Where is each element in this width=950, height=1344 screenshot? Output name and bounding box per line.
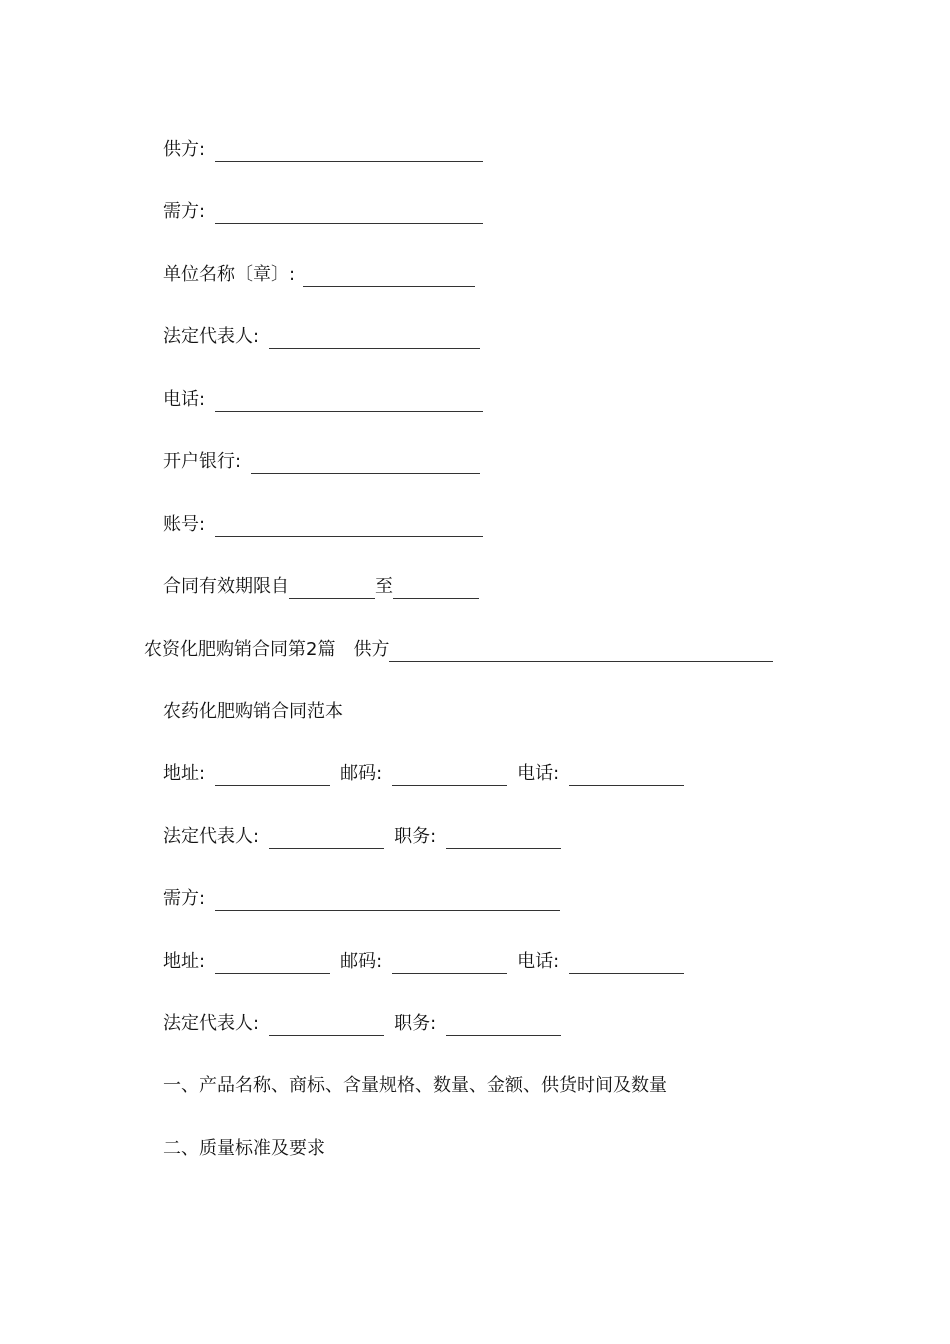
validity-end-blank[interactable] <box>393 579 479 599</box>
supplier2-blank[interactable] <box>389 642 773 662</box>
unit-name-blank[interactable] <box>303 267 475 287</box>
supplier-postcode-blank[interactable] <box>392 766 507 786</box>
buyer-blank[interactable] <box>215 204 483 224</box>
buyer-legal-rep-blank[interactable] <box>269 1016 384 1036</box>
clause2-text: 二、质量标准及要求 <box>163 1138 325 1159</box>
legal-rep2-label: 法定代表人: <box>163 826 260 847</box>
subtitle-line <box>163 700 343 724</box>
supplier-address-line <box>163 762 684 786</box>
contract-heading-line <box>144 638 773 662</box>
address2-label: 地址: <box>163 951 206 972</box>
supplier-position-blank[interactable] <box>446 829 561 849</box>
validity-to: 至 <box>375 576 393 597</box>
legal-rep-blank[interactable] <box>269 329 480 349</box>
supplier-label: 供方: <box>163 139 206 160</box>
supplier-legal-rep-line <box>163 825 561 849</box>
supplier2-label: 供方 <box>353 639 390 660</box>
buyer-line <box>163 200 483 224</box>
legal-rep3-label: 法定代表人: <box>163 1013 260 1034</box>
unit-name-label: 单位名称〔章〕: <box>163 264 296 285</box>
account-label: 账号: <box>163 514 206 535</box>
buyer2-line <box>163 887 560 911</box>
legal-rep-line <box>163 325 480 349</box>
phone-blank[interactable] <box>215 392 483 412</box>
buyer-position-blank[interactable] <box>446 1016 561 1036</box>
supplier-phone-blank[interactable] <box>569 766 684 786</box>
contract-heading: 农资化肥购销合同第2篇 <box>144 639 336 660</box>
phone-label: 电话: <box>163 389 206 410</box>
legal-rep-label: 法定代表人: <box>163 326 260 347</box>
buyer2-label: 需方: <box>163 888 206 909</box>
phone3-label: 电话: <box>517 951 560 972</box>
account-blank[interactable] <box>215 517 483 537</box>
position-label: 职务: <box>394 826 437 847</box>
postcode-label: 邮码: <box>340 763 383 784</box>
clause1-line <box>163 1074 667 1098</box>
validity-line <box>163 575 479 599</box>
unit-name-line <box>163 263 475 287</box>
buyer-label: 需方: <box>163 201 206 222</box>
buyer-legal-rep-line <box>163 1012 561 1036</box>
supplier-blank[interactable] <box>215 142 483 162</box>
buyer-phone-blank[interactable] <box>569 954 684 974</box>
clause1-text: 一、产品名称、商标、含量规格、数量、金额、供货时间及数量 <box>163 1075 667 1096</box>
contract-subtitle: 农药化肥购销合同范本 <box>163 701 343 722</box>
postcode2-label: 邮码: <box>340 951 383 972</box>
clause2-line <box>163 1137 325 1161</box>
validity-start-blank[interactable] <box>289 579 375 599</box>
supplier-address-blank[interactable] <box>215 766 330 786</box>
validity-prefix: 合同有效期限自 <box>163 576 289 597</box>
phone-line <box>163 388 483 412</box>
phone2-label: 电话: <box>517 763 560 784</box>
bank-line <box>163 450 480 474</box>
account-line <box>163 513 483 537</box>
position2-label: 职务: <box>394 1013 437 1034</box>
buyer-address-line <box>163 950 684 974</box>
buyer2-blank[interactable] <box>215 891 560 911</box>
address-label: 地址: <box>163 763 206 784</box>
buyer-postcode-blank[interactable] <box>392 954 507 974</box>
supplier-line <box>163 138 483 162</box>
bank-blank[interactable] <box>251 454 480 474</box>
buyer-address-blank[interactable] <box>215 954 330 974</box>
bank-label: 开户银行: <box>163 451 242 472</box>
supplier-legal-rep-blank[interactable] <box>269 829 384 849</box>
